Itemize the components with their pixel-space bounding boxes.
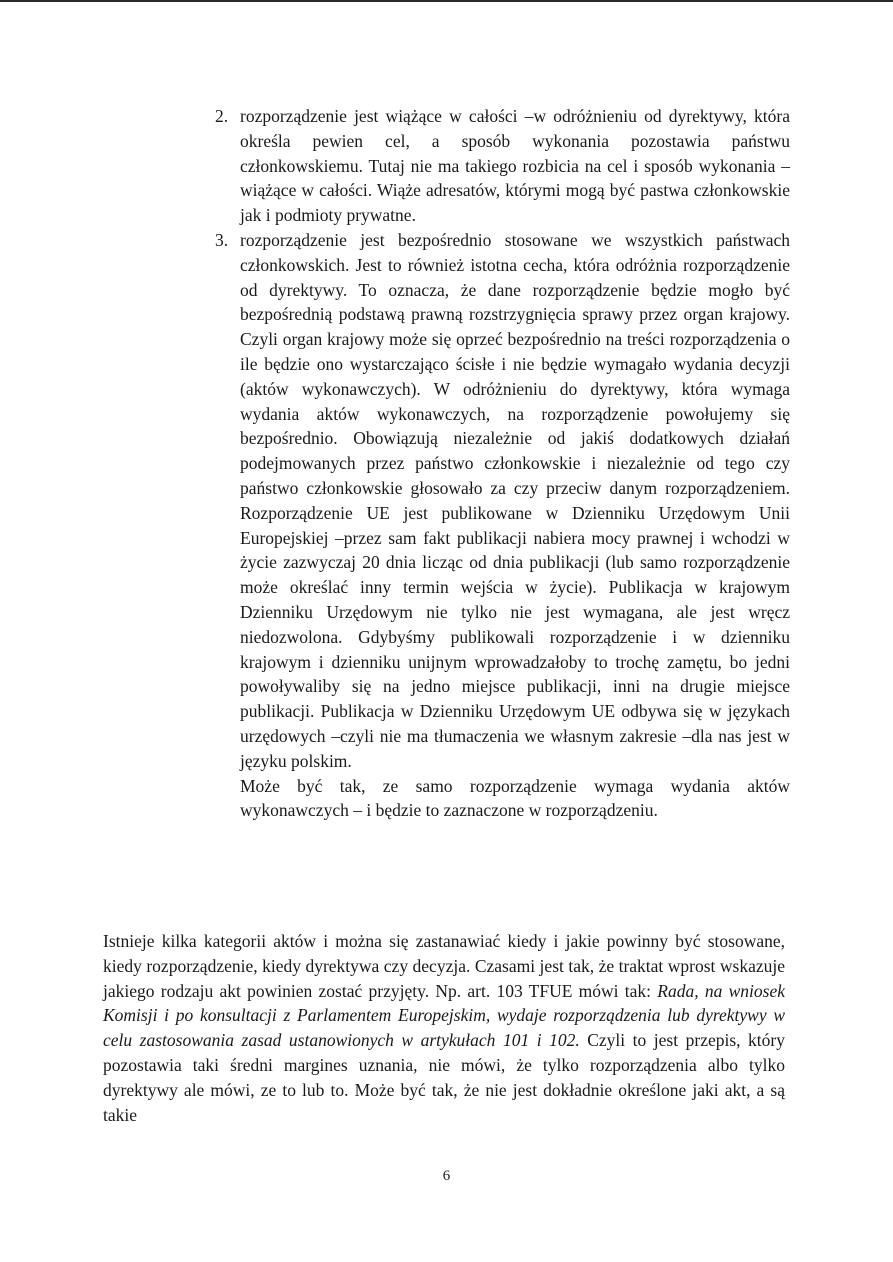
list-item-text: rozporządzenie jest wiążące w całości –w odróżnieniu od dyrektywy, która określa pewien cel, a sposób wykonania pozostawia państwu członkowskiemu. Tutaj nie ma takiego rozbicia na cel i sposób wykonania –wiążące w całości. Wiąże adresatów, którymi mogą być pastwa członkowskie jak i podmioty prywatne. xyxy=(240,106,790,226)
body-paragraph xyxy=(103,929,785,1127)
paragraph-text-end: Czyli to jest przepis, który pozostawia taki średni margines uznania, nie mówi, że tylko rozporządzenia albo tylko dyrektywy ale mówi, ze to lub to. Może być tak, że nie jest dokładnie określone jaki akt, a są takie xyxy=(103,1030,785,1125)
list-item-note: Może być tak, ze samo rozporządzenie wymaga wydania aktów wykonawczych – i będzie to zaznaczone w rozporządzeniu. xyxy=(240,775,790,821)
list-item-number: 3. xyxy=(215,229,229,250)
list-item xyxy=(215,228,790,823)
list-item-text: rozporządzenie jest bezpośrednio stosowane we wszystkich państwach członkowskich. Jest to również istotna cecha, która odróżnia rozporządzenie od dyrektywy. To oznacza, że dane rozporządzenie będzie mogło być bezpośrednią podstawą prawną rozstrzygnięcia sprawy przez organ krajowy. Czyli organ krajowy może się oprzeć bezpośrednio na treści rozporządzenia o ile będzie ono wystarczająco ścisłe i nie będzie wymagało wydania decyzji (aktów wykonawczych). W odróżnieniu do dyrektywy, która wymaga wydania aktów wykonawczych, na rozporządzenie powołujemy się bezpośrednio. Obowiązują niezależnie od jakiś dodatkowych działań podejmowanych przez państwo członkowskie i niezależnie od tego czy państwo członkowskie głosowało za czy przeciw danym rozporządzeniem. Rozporządzenie UE jest publikowane w Dzienniku Urzędowym Unii Europejskiej –przez sam fakt publikacji nabiera mocy prawnej i wchodzi w życie zazwyczaj 20 dnia licząc od dnia publikacji (lub samo rozporządzenie może określać inny termin wejścia w życie). Publikacja w krajowym Dzienniku Urzędowym nie tylko nie jest wymagana, ale jest wręcz niedozwolona. Gdybyśmy publikowali rozporządzenie i w dzienniku krajowym i dzienniku unijnym wprowadzałoby to trochę zamętu, bo jedni powoływaliby się na jedno miejsce publikacji, inni na drugie miejsce publikacji. Publikacja w Dzienniku Urzędowym UE odbywa się w językach urzędowych –czyli nie ma tłumaczenia we własnym zakresie –dla nas jest w języku polskim. xyxy=(240,229,790,771)
treaty-quote: Rada, na wniosek Komisji i po konsultacji z Parlamentem Europejskim, wydaje rozporządzenia lub dyrektywy w celu zastosowania zasad ustanowionych w artykułach 101 i 102. xyxy=(103,980,785,1051)
list-item-number: 2. xyxy=(215,106,229,126)
page-number: 6 xyxy=(442,1168,451,1184)
paragraph-text-start: Istnieje kilka kategorii aktów i można się zastanawiać kiedy i jakie powinny być stosowane, kiedy rozporządzenie, kiedy dyrektywa czy decyzja. Czasami jest tak, że traktat wprost wskazuje jakiego rodzaju akt powinien zostać przyjęty. Np. art. 103 TFUE mówi tak: xyxy=(103,931,785,1001)
numbered-list xyxy=(215,104,790,823)
list-item xyxy=(215,104,790,228)
